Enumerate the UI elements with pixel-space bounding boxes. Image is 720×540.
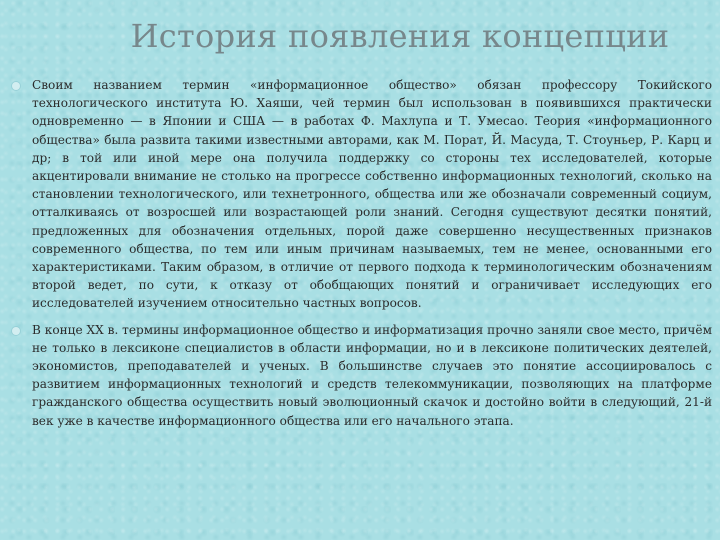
bullet-item [12, 76, 712, 313]
bullet-item [12, 321, 712, 430]
slide-title: История появления концепции [130, 17, 670, 55]
slide-content [12, 76, 712, 430]
bullet-marker-icon [12, 82, 20, 90]
bullet-marker-icon [12, 327, 20, 335]
bullet-text: В конце XX в. термины информационное общество и информатизация прочно заняли свое место, причём не только в лексиконе специалистов в области информации, но и в лексиконе политических деятелей, экономистов, преподавателей и ученых. В большинстве случаев это понятие ассоциировалось с развитием информационных технологий и средств телекоммуникации, позволяющих на платформе гражданского общества осуществить новый эволюционный скачок и достойно войти в следующий, 21-й век уже в качестве информационного общества или его начального этапа. [32, 322, 712, 428]
bullet-text: Своим названием термин «информационное общество» обязан профессору Токийского технологического института Ю. Хаяши, чей термин был использован в появившихся практически одновременно — в Японии и США — в работах Ф. Махлупа и Т. Умесао. Теория «информационного общества» была развита такими известными авторами, как М. Порат, Й. Масуда, Т. Стоуньер, Р. Карц и др; в той или иной мере она получила поддержку со стороны тех исследователей, которые акцентировали внимание не столько на прогрессе собственно информационных технологий, сколько на становлении технологического, или технетронного, общества или же обозначали современный социум, отталкиваясь от возросшей или возрастающей роли знаний. Сегодня существуют десятки понятий, предложенных для обозначения отдельных, порой даже совершенно несущественных признаков современного общества, по тем или иным причинам называемых, тем не менее, основанными его характеристиками. Таким образом, в отличие от первого подхода к терминологическим обозначениям второй ведет, по сути, к отказу от обобщающих понятий и ограничивает исследующих его исследователей изучением относительно частных вопросов. [32, 78, 712, 311]
